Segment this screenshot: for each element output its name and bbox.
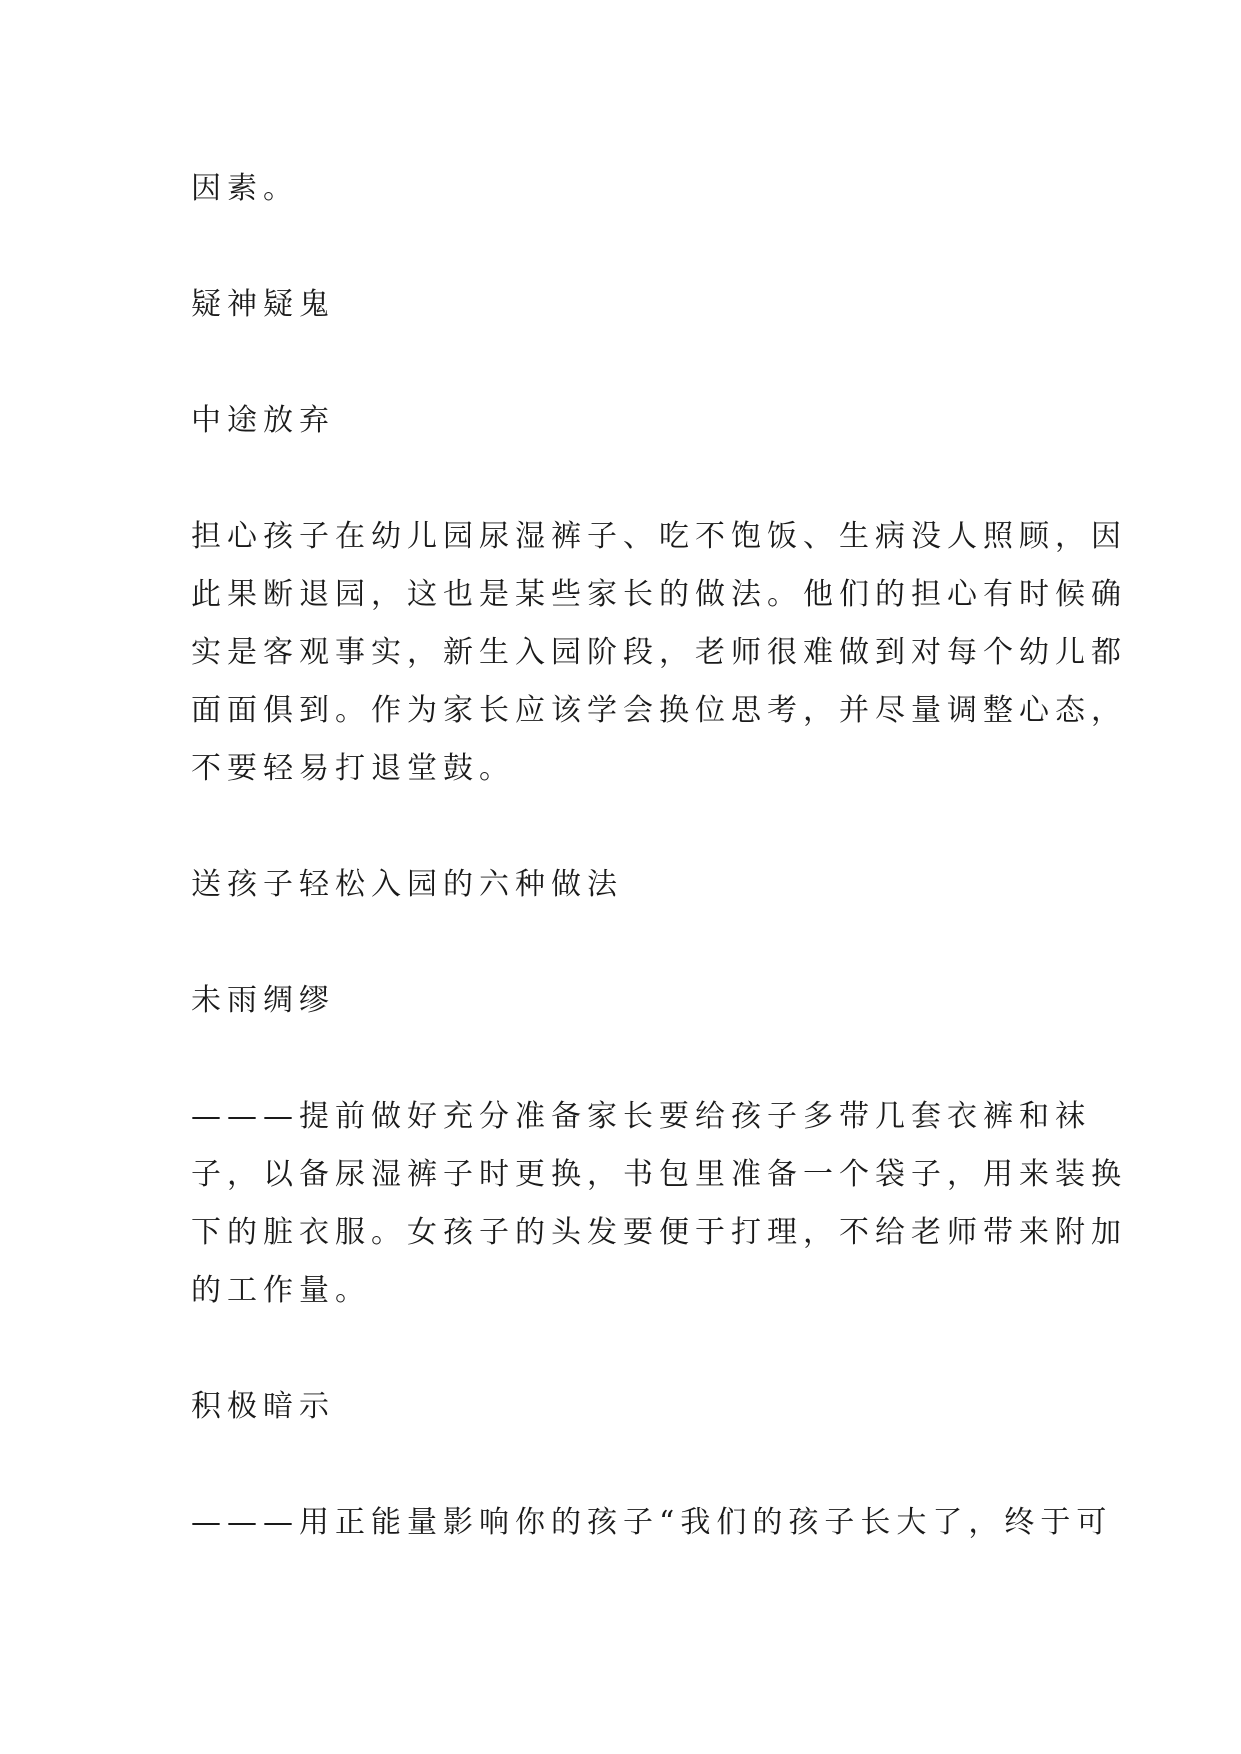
- text-line: 下的脏衣服。女孩子的头发要便于打理，不给老师带来附加: [191, 1215, 1127, 1250]
- text-line: 子，以备尿湿裤子时更换，书包里准备一个袋子，用来装换: [191, 1157, 1127, 1192]
- paragraph-spacing: [191, 1320, 1071, 1378]
- paragraph-spacing: [191, 798, 1071, 856]
- heading-prepare-ahead: [191, 972, 1071, 1030]
- section-heading-six-methods: [191, 856, 1071, 914]
- text-line: 送孩子轻松入园的六种做法: [191, 867, 623, 902]
- paragraph-spacing: [191, 1030, 1071, 1088]
- text-line: 不要轻易打退堂鼓。: [191, 751, 515, 786]
- paragraph-spacing: [191, 450, 1071, 508]
- text-line: ———提前做好充分准备家长要给孩子多带几套衣裤和袜: [191, 1099, 1091, 1134]
- text-line: 未雨绸缪: [191, 983, 335, 1018]
- paragraph-spacing: [191, 218, 1071, 276]
- text-line: 疑神疑鬼: [191, 287, 335, 322]
- text-line: 面面俱到。作为家长应该学会换位思考，并尽量调整心态，: [191, 693, 1127, 728]
- paragraph-preparation: [191, 1088, 1127, 1320]
- text-line: 担心孩子在幼儿园尿湿裤子、吃不饱饭、生病没人照顾，因: [191, 519, 1127, 554]
- paragraph-spacing: [191, 1436, 1071, 1494]
- text-line: 因素。: [191, 171, 299, 206]
- text-line: 此果断退园，这也是某些家长的做法。他们的担心有时候确: [191, 577, 1127, 612]
- text-line: 的工作量。: [191, 1273, 371, 1308]
- heading-suspicion: [191, 276, 1071, 334]
- text-line: 积极暗示: [191, 1389, 335, 1424]
- paragraph-worry: [191, 508, 1127, 798]
- heading-give-up: [191, 392, 1071, 450]
- paragraph-spacing: [191, 334, 1071, 392]
- text-line: ———用正能量影响你的孩子“我们的孩子长大了，终于可: [191, 1505, 1113, 1540]
- paragraph-spacing: [191, 914, 1071, 972]
- paragraph-ending: [191, 160, 1071, 218]
- text-line: 实是客观事实，新生入园阶段，老师很难做到对每个幼儿都: [191, 635, 1127, 670]
- document-body: [191, 160, 1127, 1552]
- heading-positive-suggestion: [191, 1378, 1071, 1436]
- text-line: 中途放弃: [191, 403, 335, 438]
- paragraph-positive-energy: [191, 1494, 1113, 1552]
